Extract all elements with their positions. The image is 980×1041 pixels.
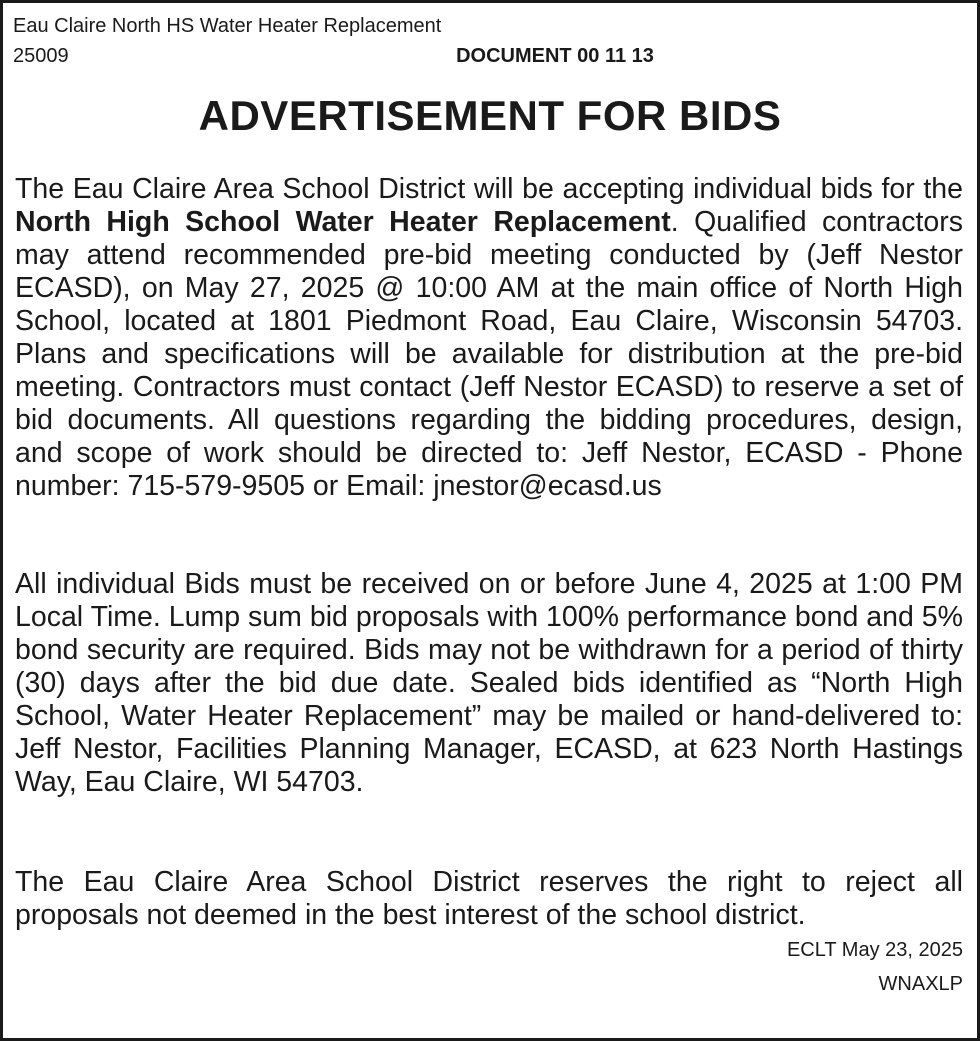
- document-number: DOCUMENT 00 11 13: [456, 45, 654, 67]
- paragraph-reservation-of-rights: The Eau Claire Area School District reserves the right to reject all proposals not deemed in the best interest of the school district.: [15, 866, 963, 931]
- paragraph-bid-invitation: [15, 173, 963, 503]
- project-name-bold: North High School Water Heater Replacement: [15, 206, 671, 238]
- page-title: ADVERTISEMENT FOR BIDS: [198, 92, 782, 139]
- paragraph-rest: . Qualified contractors may attend recommended pre-bid meeting conducted by (Jeff Nestor ECASD), on May 27, 2025 @ 10:00 AM at the main office of North High School, located at 1801 Piedmont Road, Eau Claire, Wisconsin 54703. Plans and specifications will be available for distribution at the pre-bid meeting. Contractors must contact (Jeff Nestor ECASD) to reserve a set of bid documents. All questions regarding the bidding procedures, design, and scope of work should be directed to: Jeff Nestor, ECASD - Phone number: 715-579-9505 or Email: jnestor@ecasd.us: [15, 206, 963, 502]
- paragraph-bid-submission: All individual Bids must be received on or before June 4, 2025 at 1:00 PM Local Time. Lump sum bid proposals with 100% performance bond and 5% bond security are required. Bids may not be withdrawn for a period of thirty (30) days after the bid due date. Sealed bids identified as “North High School, Water Heater Replacement” may be mailed or hand-delivered to: Jeff Nestor, Facilities Planning Manager, ECASD, at 623 North Hastings Way, Eau Claire, WI 54703.: [15, 568, 963, 798]
- project-number: 25009: [13, 45, 69, 67]
- publication-line: ECLT May 23, 2025: [786, 939, 963, 961]
- project-line: Eau Claire North HS Water Heater Replacement: [13, 15, 442, 37]
- paragraph-lead: The Eau Claire Area School District will be accepting individual bids for the: [15, 173, 963, 205]
- publication-code: WNAXLP: [878, 973, 963, 995]
- document-header: [13, 11, 967, 71]
